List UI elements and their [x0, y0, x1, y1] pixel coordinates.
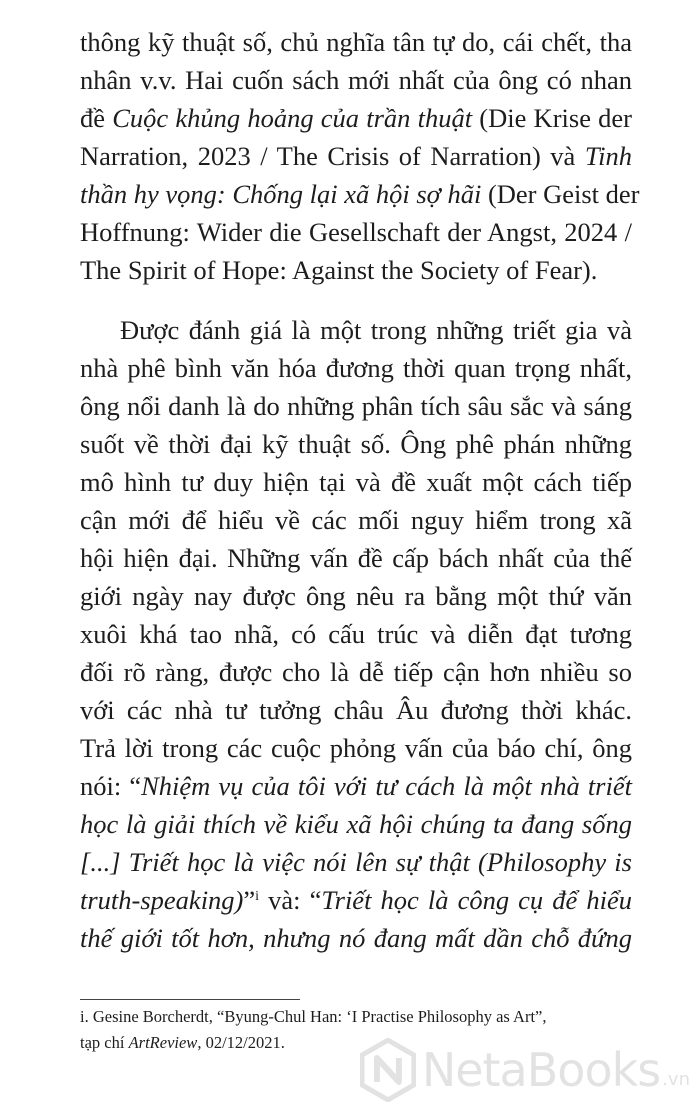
watermark-suffix: .vn [662, 1068, 690, 1090]
netabooks-logo-icon [360, 1038, 416, 1102]
text-line: Narration, 2023 / The Crisis of Narration) và Tinh [80, 141, 632, 171]
footnote-divider [80, 999, 300, 1000]
text-line: mô hình tư duy hiện tại và đề xuất một cách tiếp [80, 467, 632, 497]
footnote-line: i. Gesine Borcherdt, “Byung-Chul Han: ‘I Practise Philosophy as Art”, [80, 1007, 547, 1026]
text-line: Được đánh giá là một trong những triết gia và [120, 315, 632, 345]
text-line: hội hiện đại. Những vấn đề cấp bách nhất của thế [80, 543, 632, 573]
text-line: đối rõ ràng, được cho là dễ tiếp cận hơn nhiều so [80, 657, 632, 687]
footnote-line: tạp chí ArtReview, 02/12/2021. [80, 1033, 285, 1052]
text-line: với các nhà tư tưởng châu Âu đương thời khác. [80, 695, 632, 725]
text-line: ông nổi danh là do những phân tích sâu sắc và sáng [80, 391, 632, 421]
text-line: đề Cuộc khủng hoảng của trần thuật (Die Krise der [80, 103, 632, 133]
text-line: nhà phê bình văn hóa đương thời quan trọng nhất, [80, 353, 632, 383]
text-line: cận mới để hiểu về các mối nguy hiểm trong xã [80, 505, 632, 535]
text-line: thế giới tốt hơn, nhưng nó đang mất dần chỗ đứng [80, 923, 632, 953]
text-line: Hoffnung: Wider die Gesellschaft der Angst, 2024 / [80, 217, 632, 247]
text-line: học là giải thích về kiểu xã hội chúng ta đang sống [80, 809, 632, 839]
watermark [360, 1030, 690, 1110]
text-line: The Spirit of Hope: Against the Society of Fear). [80, 255, 598, 285]
text-line: giới ngày nay được ông nêu ra bằng một thứ văn [80, 581, 632, 611]
text-line: thần hy vọng: Chống lại xã hội sợ hãi (Der Geist der [80, 179, 640, 209]
text-line: suốt về thời đại kỹ thuật số. Ông phê phán những [80, 429, 632, 459]
text-line: xuôi khá tao nhã, có cấu trúc và diễn đạt tương [80, 619, 632, 649]
footnote-marker: i [255, 889, 260, 904]
watermark-text: NetaBooks [421, 1043, 661, 1097]
text-line: [...] Triết học là việc nói lên sự thật (Philosophy is [80, 847, 632, 877]
text-line: truth-speaking)”$^i$ và: “Triết học là công cụ để hiểu [80, 885, 632, 915]
text-line: nhân v.v. Hai cuốn sách mới nhất của ông có nhan [80, 65, 632, 95]
text-line: Trả lời trong các cuộc phỏng vấn của báo chí, ông [80, 733, 632, 763]
text-line: nói: “Nhiệm vụ của tôi với tư cách là một nhà triết [80, 771, 632, 801]
text-line: thông kỹ thuật số, chủ nghĩa tân tự do, cái chết, tha [80, 27, 632, 57]
